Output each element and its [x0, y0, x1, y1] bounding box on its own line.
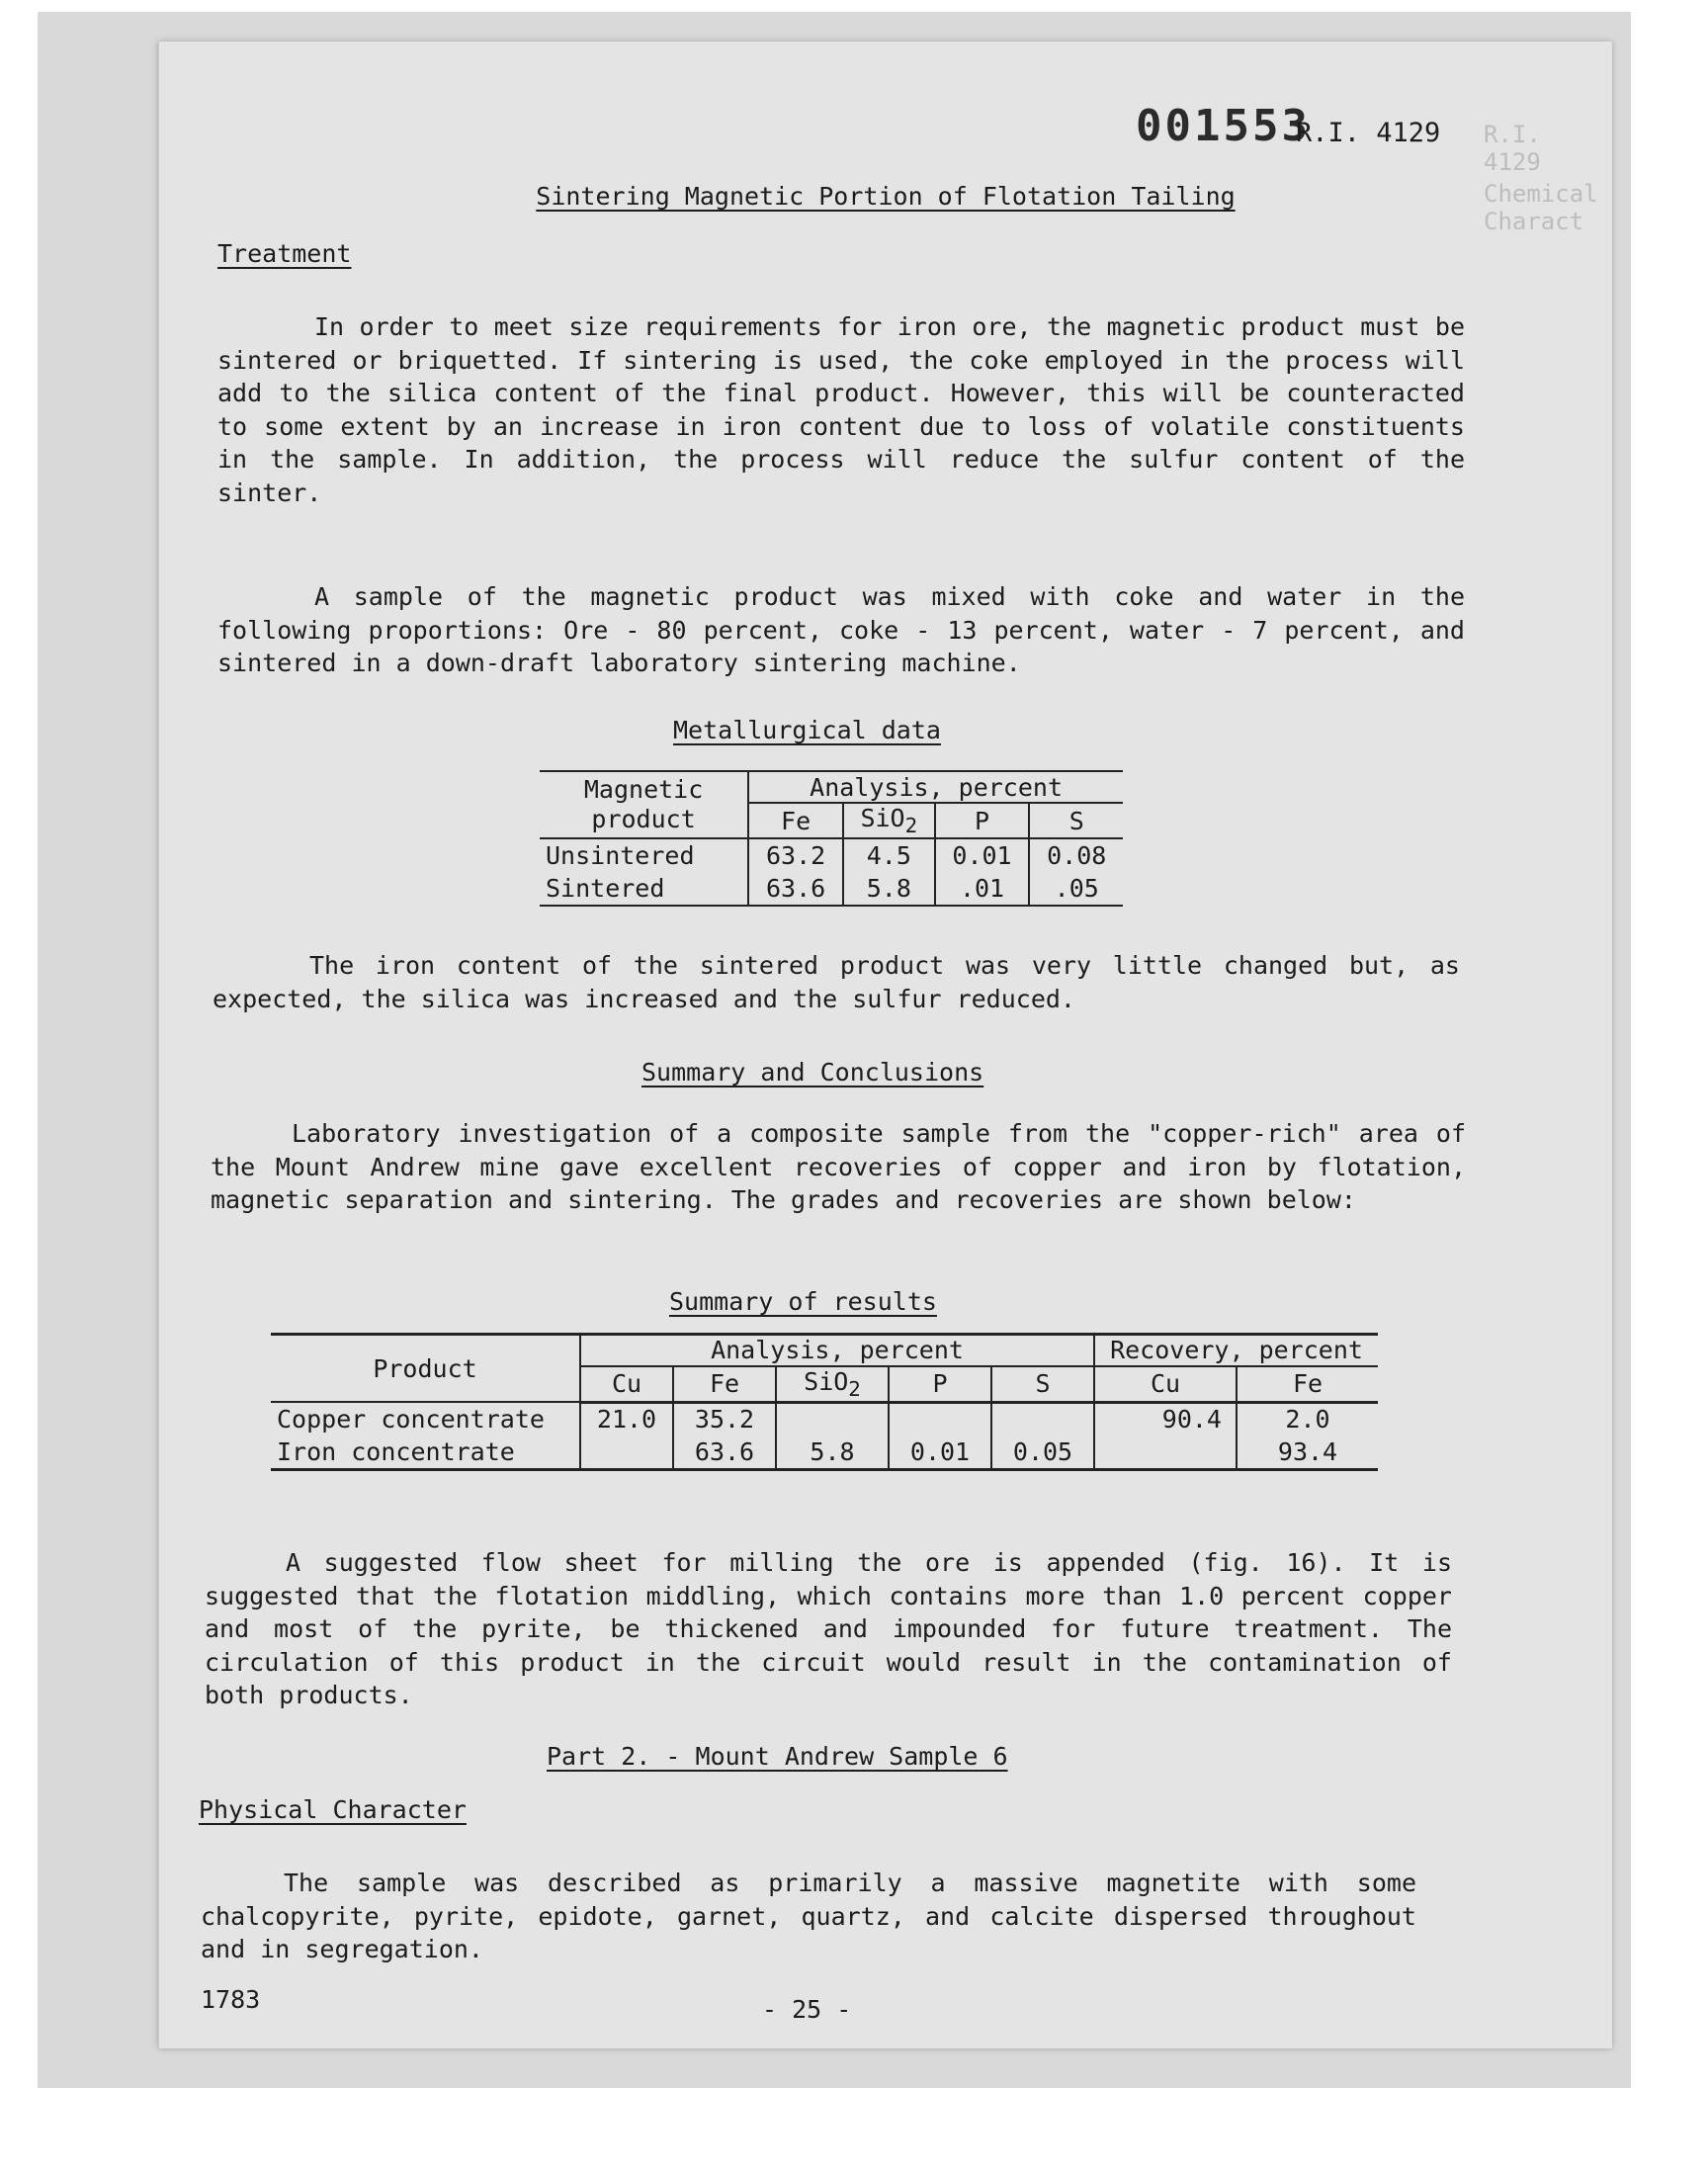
col-header-p: P [935, 803, 1030, 838]
col-header-s: S [991, 1366, 1094, 1403]
cell-p [889, 1402, 991, 1436]
col-header-sio2: SiO$_2$ [843, 803, 935, 838]
cell-sio2: 5.8 [843, 872, 935, 906]
footer-code: 1783 [201, 1985, 261, 2014]
treatment-heading: Treatment [217, 239, 352, 268]
document-page: R.I. 4129 Chemical Charact 001553 R.I. 4129 Sintering Magnetic Portion of Flotation Tailing Treatment In order to meet size requirements for iron ore, the magnetic product must be sintered or briquetted. If sintering is used, the coke employed in the process will add to the silica content of the final product. However, this will be counteracted to some extent by an increase in iron content due to loss of volatile constituents in the sample. In addition, the process will reduce the sulfur content of the sinter. A sample of the magnetic product was mixed with coke and water in the following proportions: Ore - 80 percent, coke - 13 percent, water - 7 percent, and sintered in a down-draft laboratory sintering machine. Metallurgical data Magnetic product Analysis, percent Fe SiO$_2$ P S Unsintered 63.2 4.5 0.01 0.08 Sintered 63.6 5.8 .01 .05 The iron content of the sintered product was very little changed but, as expected, the silica was increased and the sulfur reduced. Summary and Conclusions Laboratory investigation of a composite sample from the "copper-rich" area of the Mount Andrew mine gave excellent recoveries of copper and iron by flotation, magnetic separation and sintering. The grades and recoveries are shown below: Summary of results Product Analysis, percent Recovery, percent Cu Fe SiO$_2$ P S Cu Fe Copper concentrate 21.0 35.2 90.4 2.0 Iron concentrate 63.6 5.8 0.01 0.05 93.4 A suggested flow sheet for milling the ore is appended (fig. 16). It is suggested that the flotation middling, which contains more than 1.0 percent copper and most of the pyrite, be thickened and impounded for future treatment. The circulation of this product in the circuit would result in the contamination of both products. Part 2. - Mount Andrew Sample 6 Physical Character The sample was described as primarily a massive magnetite with some chalcopyrite, pyrite, epidote, garnet, quartz, and calcite dispersed throughout and in segregation. 1783 - 25 - [158, 42, 1612, 2048]
results-title: Summary of results [669, 1287, 937, 1316]
row-product: Iron concentrate [271, 1436, 580, 1469]
cell-rec-fe: 2.0 [1285, 1405, 1330, 1435]
summary-heading: Summary and Conclusions [641, 1058, 984, 1087]
cell-fe: 35.2 [673, 1402, 776, 1436]
col-header-sio2: SiO$_2$ [776, 1366, 889, 1403]
cell-fe: 63.2 [748, 838, 843, 872]
results-table [271, 1333, 1378, 1471]
cell-cu [580, 1436, 673, 1469]
table-row [271, 1402, 1378, 1436]
row-product: Copper concentrate [271, 1402, 580, 1436]
col-header-cu: Cu [580, 1366, 673, 1403]
row-product: Unsintered [540, 838, 748, 872]
main-title: Sintering Magnetic Portion of Flotation Tailing [536, 182, 1236, 211]
report-id: R.I. 4129 [1296, 118, 1441, 148]
summary-paragraph: Laboratory investigation of a composite sample from the "copper-rich" area of the Mount Andrew mine gave excellent recoveries of copper and iron by flotation, magnetic separation and sintering. The grades and recoveries are shown below: [211, 1119, 1482, 1214]
col-header-fe: Fe [673, 1366, 776, 1403]
cell-cu: 21.0 [580, 1402, 673, 1436]
cell-sio2 [776, 1402, 889, 1436]
col-header-s: S [1029, 803, 1123, 838]
cell-p: .01 [935, 872, 1030, 906]
cell-s: 0.05 [991, 1436, 1094, 1469]
col-header-product: Product [271, 1335, 580, 1403]
cell-p: 0.01 [889, 1436, 991, 1469]
cell-s: 0.08 [1047, 841, 1107, 870]
col-header-product: Magnetic product [540, 771, 748, 838]
cell-fe: 63.6 [673, 1436, 776, 1469]
treatment-paragraph-2: A sample of the magnetic product was mixed with coke and water in the following proportions: Ore - 80 percent, coke - 13 percent, water - 7 percent, and sintered in a down-draft laboratory sintering machine. [217, 582, 1481, 677]
cell-rec-fe: 93.4 [1277, 1436, 1338, 1466]
metallurgical-table [540, 770, 1123, 907]
group-header-recovery: Recovery, percent [1094, 1335, 1378, 1366]
col-header-p: P [889, 1366, 991, 1403]
table-row [540, 872, 1123, 906]
flow-sheet-paragraph: A suggested flow sheet for milling the ore is appended (fig. 16). It is suggested that the flotation middling, which contains more than 1.0 percent copper and most of the pyrite, be thickened and impounded for future treatment. The circulation of this product in the circuit would result in the contamination of both products. [205, 1548, 1468, 1709]
table-row [540, 838, 1123, 872]
treatment-paragraph-1: In order to meet size requirements for iron ore, the magnetic product must be sintered or briquetted. If sintering is used, the coke employed in the process will add to the silica content of the final product. However, this will be counteracted to some extent by an increase in iron content due to loss of volatile constituents in the sample. In addition, the process will reduce the sulfur content of the sinter. [217, 312, 1481, 507]
cell-rec-cu [1094, 1436, 1237, 1469]
page-number: - 25 - [762, 1995, 852, 2024]
group-header-analysis: Analysis, percent [580, 1335, 1094, 1366]
cell-rec-cu: 90.4 [1094, 1402, 1237, 1436]
col-header-rec-cu: Cu [1094, 1366, 1237, 1403]
row-product: Sintered [540, 872, 748, 906]
cell-s [991, 1402, 1094, 1436]
physical-character-heading: Physical Character [199, 1795, 467, 1824]
cell-sio2: 5.8 [776, 1436, 889, 1469]
part2-heading: Part 2. - Mount Andrew Sample 6 [547, 1742, 1008, 1771]
metallurgical-title: Metallurgical data [673, 716, 941, 744]
col-header-fe: Fe [748, 803, 843, 838]
cell-s: .05 [1054, 874, 1099, 903]
iron-content-paragraph: The iron content of the sintered product was very little changed but, as expected, the silica was increased and the sulfur reduced. [213, 951, 1476, 1013]
physical-character-paragraph: The sample was described as primarily a massive magnetite with some chalcopyrite, pyrite, epidote, garnet, quartz, and calcite dispersed throughout and in segregation. [201, 1869, 1432, 1963]
group-header-analysis: Analysis, percent [748, 771, 1123, 803]
cell-fe: 63.6 [748, 872, 843, 906]
table-row [271, 1436, 1378, 1469]
cell-sio2: 4.5 [843, 838, 935, 872]
cell-p: 0.01 [935, 838, 1030, 872]
document-stamp-number: 001553 [1136, 101, 1311, 151]
col-header-rec-fe: Fe [1237, 1366, 1378, 1403]
